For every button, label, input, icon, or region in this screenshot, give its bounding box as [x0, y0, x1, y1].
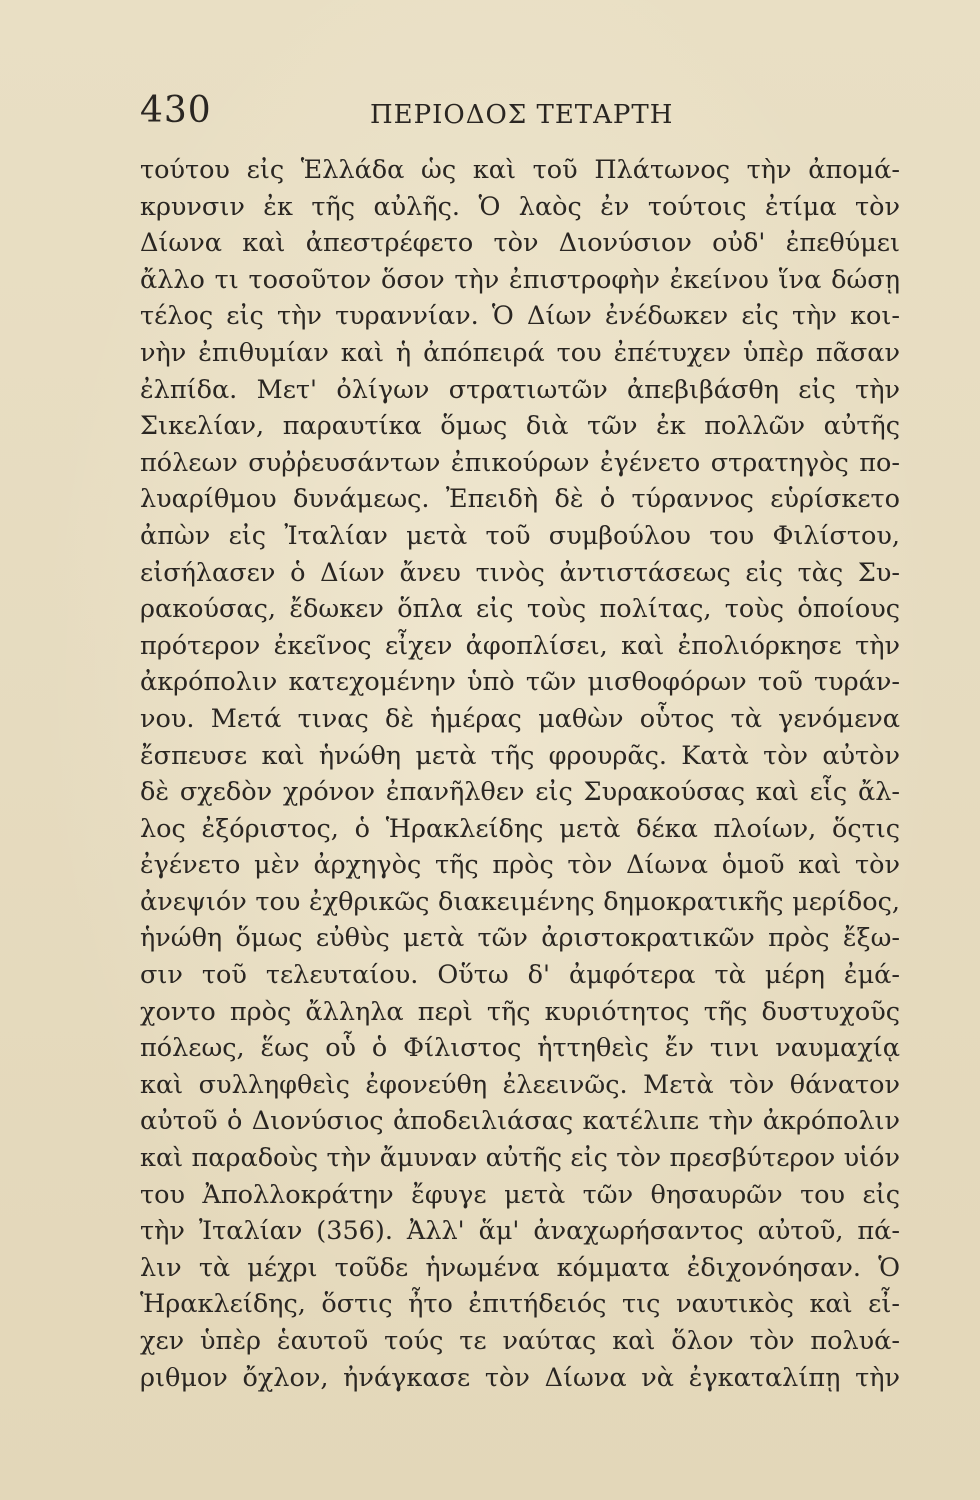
text-line: νου. Μετά τινας δὲ ἡμέρας μαθὼν οὗτος τὰ γενόμενα [140, 703, 900, 734]
text-line: αὐτοῦ ὁ Διονύσιος ἀποδειλιάσας κατέλιπε τὴν ἀκρόπολιν [140, 1106, 900, 1137]
text-line: ρακούσας, ἔδωκεν ὅπλα εἰς τοὺς πολίτας, τοὺς ὁποίους [140, 594, 900, 625]
page-header [140, 90, 900, 140]
text-line: τούτου εἰς Ἑλλάδα ὡς καὶ τοῦ Πλάτωνος τὴν ἀπομά- [140, 155, 900, 185]
text-line: πόλεως, ἕως οὗ ὁ Φίλιστος ἡττηθεὶς ἔν τινι ναυμαχίᾳ [140, 1033, 900, 1064]
text-line: ἔσπευσε καὶ ἡνώθη μετὰ τῆς φρουρᾶς. Κατὰ τὸν αὐτὸν [140, 740, 900, 771]
text-line: χεν ὑπὲρ ἑαυτοῦ τούς τε ναύτας καὶ ὅλον τὸν πολυά- [140, 1326, 900, 1356]
text-line: τέλος εἰς τὴν τυραννίαν. Ὁ Δίων ἐνέδωκεν εἰς τὴν κοι- [140, 301, 900, 332]
text-line: κρυνσιν ἐκ τῆς αὐλῆς. Ὁ λαὸς ἐν τούτοις ἐτίμα τὸν [140, 191, 900, 222]
text-line: ἄλλο τι τοσοῦτον ὅσον τὴν ἐπιστροφὴν ἐκείνου ἵνα δώσῃ [140, 264, 900, 295]
body-text [140, 152, 900, 1396]
text-line: ἀνεψιόν του ἐχθρικῶς διακειμένης δημοκρατικῆς μερίδος, [140, 886, 900, 917]
text-line: καὶ παραδοὺς τὴν ἄμυναν αὐτῆς εἰς τὸν πρεσβύτερον υἱόν [140, 1143, 900, 1174]
text-line: Ἡρακλείδης, ὅστις ἦτο ἐπιτήδειός τις ναυτικὸς καὶ εἶ- [140, 1289, 900, 1320]
text-line: χοντο πρὸς ἄλληλα περὶ τῆς κυριότητος τῆς δυστυχοῦς [140, 996, 900, 1027]
text-line: ἀπὼν εἰς Ἰταλίαν μετὰ τοῦ συμβούλου του Φιλίστου, [140, 520, 900, 551]
text-line: καὶ συλληφθεὶς ἐφονεύθη ἐλεεινῶς. Μετὰ τὸν θάνατον [140, 1069, 900, 1100]
running-title: ΠΕΡΙΟΔΟΣ ΤΕΤΑΡΤΗ [370, 100, 674, 130]
text-line: λυαρίθμου δυνάμεως. Ἐπειδὴ δὲ ὁ τύραννος εὑρίσκετο [140, 484, 900, 515]
text-line: ἀκρόπολιν κατεχομένην ὑπὸ τῶν μισθοφόρων τοῦ τυράν- [140, 667, 900, 698]
text-line: εἰσήλασεν ὁ Δίων ἄνευ τινὸς ἀντιστάσεως εἰς τὰς Συ- [140, 557, 900, 588]
text-line: Δίωνα καὶ ἀπεστρέφετο τὸν Διονύσιον οὐδ' ἐπεθύμει [140, 228, 900, 259]
page-number: 430 [140, 90, 212, 131]
text-line: ἡνώθη ὅμως εὐθὺς μετὰ τῶν ἀριστοκρατικῶν πρὸς ἔξω- [140, 923, 900, 954]
text-line: πρότερον ἐκεῖνος εἶχεν ἀφοπλίσει, καὶ ἐπολιόρκησε τὴν [140, 630, 900, 661]
text-line: ἐγένετο μὲν ἀρχηγὸς τῆς πρὸς τὸν Δίωνα ὁμοῦ καὶ τὸν [140, 850, 900, 881]
text-line: δὲ σχεδὸν χρόνον ἐπανῆλθεν εἰς Συρακούσας καὶ εἷς ἄλ- [140, 777, 900, 808]
text-line: λος ἐξόριστος, ὁ Ἡρακλείδης μετὰ δέκα πλοίων, ὅςτις [140, 813, 900, 844]
text-line: σιν τοῦ τελευταίου. Οὕτω δ' ἀμφότερα τὰ μέρη ἐμά- [140, 960, 900, 991]
text-line: πόλεων συῤῥευσάντων ἐπικούρων ἐγένετο στρατηγὸς πο- [140, 447, 900, 478]
text-line: ριθμον ὄχλον, ἠνάγκασε τὸν Δίωνα νὰ ἐγκαταλίπῃ τὴν [140, 1362, 900, 1393]
text-line: λιν τὰ μέχρι τοῦδε ἡνωμένα κόμματα ἐδιχονόησαν. Ὁ [140, 1252, 900, 1283]
text-line: Σικελίαν, παραυτίκα ὅμως διὰ τῶν ἐκ πολλῶν αὐτῆς [140, 411, 900, 442]
text-line: ἐλπίδα. Μετ' ὀλίγων στρατιωτῶν ἀπεβιβάσθη εἰς τὴν [140, 374, 900, 405]
text-line: τὴν Ἰταλίαν (356). Ἀλλ' ἅμ' ἀναχωρήσαντος αὐτοῦ, πά- [140, 1216, 900, 1247]
text-line: νὴν ἐπιθυμίαν καὶ ἡ ἀπόπειρά του ἐπέτυχεν ὑπὲρ πᾶσαν [140, 337, 900, 368]
text-line: του Ἀπολλοκράτην ἔφυγε μετὰ τῶν θησαυρῶν του εἰς [140, 1179, 900, 1210]
